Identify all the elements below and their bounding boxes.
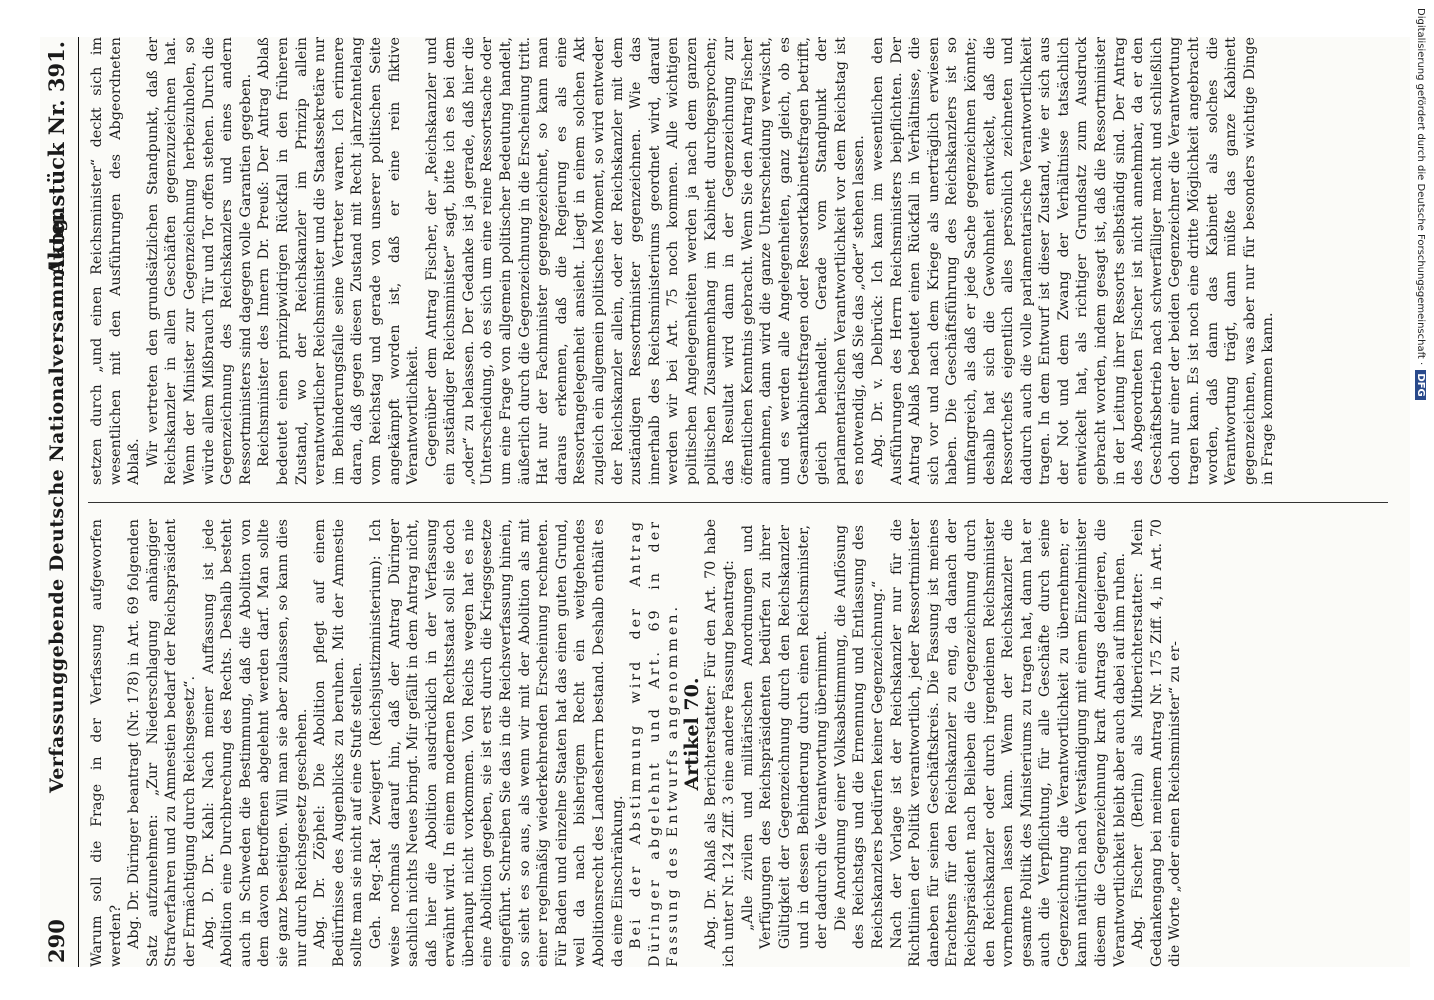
- credit-text: Digitalisierung gefördert durch die Deutsche Forschungsgemeinschaft ·: [1415, 8, 1426, 366]
- paragraph: Abg. Dr. Ablaß als Berichterstatter: Für den Art. 70 habe ich unter Nr. 124 Ziff. 3 eine andere Fassung beantragt:: [702, 519, 738, 967]
- left-column: [88, 519, 1400, 967]
- article-heading: Artikel 70.: [681, 677, 703, 791]
- right-column: [88, 37, 1400, 485]
- page-header: [40, 37, 79, 967]
- page-number: 290: [44, 919, 69, 963]
- page-title: Verfassunggebende Deutsche Nationalversammlung.: [46, 211, 68, 793]
- paragraph: setzen durch „und einen Reichsminister“ deckt sich im wesentlichen mit den Ausführungen des Abgeordneten Ablaß.: [89, 37, 143, 485]
- paragraph: Geh. Reg.-Rat Zweigert (Reichsjustizministerium): Ich weise nochmals darauf hin, daß der Antrag Düringer sachlich nichts Neues bringt. Mir gefällt in dem Antrag nicht, daß hier die Abolition ausdrücklich in der Verfassung erwähnt wird. In einem modernen Rechtsstaat soll sie doch überhaupt nicht vorkommen. Von Reichs wegen hat es nie eine Abolition gegeben, sie ist erst durch die Kriegsgesetze eingeführt. Schreiben Sie das in die Reichsverfassung hinein, so sieht es so aus, als wenn wir mit der Abolition als mit einer regelmäßig wiederkehrenden Erscheinung rechneten. Für Baden und einzelne Staaten hat das einen guten Grund, weil da nach bisherigem Recht ein weitgehendes Abolitionsrecht des Landesherrn bestand. Deshalb enthält es da eine Einschränkung.: [367, 519, 626, 967]
- column-divider: [88, 502, 1388, 503]
- paragraph: Wir vertreten den grundsätzlichen Standpunkt, daß der Reichskanzler in allen Geschäften gegenzuzeichnen hat. Wenn der Minister zur Gegenzeichnung herbeizuholen, so würde allem Mißbrauch Tür und Tor offen stehen. Durch die Gegenzeichnung des Reichskanzlers und eines andern Ressortministers sind dagegen volle Garantien gegeben.: [144, 37, 254, 485]
- paragraph: Gegenüber dem Antrag Fischer, der „Reichskanzler und ein zuständiger Reichsminister“ sagt, bitte ich es bei dem „oder“ zu belassen. Der Gedanke ist ja gerade, daß hier die Unterscheidung, ob es sich um eine reine Ressortsache oder um eine Frage von allgemein politischer Bedeutung handelt, äußerlich durch die Gegenzeichnung in die Erscheinung tritt. Hat nur der Fachminister gegengezeichnet, so kann man daraus erkennen, daß die Regierung es als eine Ressortangelegenheit ansieht. Liegt in einem solchen Akt zugleich ein allgemein politisches Moment, so wird entweder der Reichskanzler allein, oder der Reichskanzler mit dem zuständigen Ressortminister gegenzeichnen. Wie das innerhalb des Reichsministeriums geordnet wird, darauf werden wir bei Art. 75 noch kommen. Alle wichtigen politischen Angelegenheiten werden ja nach dem ganzen politischen Zusammenhang im Kabinett durchgesprochen; das Resultat wird dann in der Gegenzeichnung zur öffentlichen Kenntnis gebracht. Wenn Sie den Antrag Fischer annehmen, dann wird die ganze Unterscheidung verwischt, und es werden alle Angelegenheiten, ganz gleich, ob es Gesamtkabinettsfragen oder Ressortkabinettsfragen betrifft, gleich behandelt. Gerade vom Standpunkt der parlamentarischen Verantwortlichkeit vor dem Reichstag ist es notwendig, daß Sie das „oder“ stehen lassen.: [423, 37, 868, 485]
- paragraph: Nach der Vorlage ist der Reichskanzler nur für die Richtlinien der Politik verantwortlich, jeder Ressortminister daneben für seinen Geschäftskreis. Die Fassung ist meines Erachtens für den Reichskanzler zu eng, da danach der Reichspräsident nach Belieben die Gegenzeichnung durch den Reichskanzler oder durch irgendeinen Reichsminister vornehmen lassen kann. Wenn der Reichskanzler die gesamte Politik des Ministeriums zu tragen hat, dann hat er auch die Verpflichtung, für alle Geschäfte durch seine Gegenzeichnung die Verantwortlichkeit zu übernehmen; er kann natürlich nach Verständigung mit einem Einzelminister diesem die Gegenzeichnung kraft Antrags delegieren, die Verantwortlichkeit bleibt aber auch dabei auf ihm ruhen.: [888, 519, 1128, 967]
- dfg-logo: DFG: [1415, 370, 1426, 399]
- paragraph: Abg. D. Dr. Kahl: Nach meiner Auffassung ist jede Abolition eine Durchbrechung des Rechts. Deshalb besteht auch in Schweden die Bestimmung, daß die Abolition von dem davon Betroffenen abgelehnt werden darf. Man sollte sie ganz beseitigen. Will man sie aber zulassen, so kann dies nur durch Reichsgesetz geschehen.: [200, 519, 310, 967]
- paragraph: Abg. Dr. Düringer beantragt (Nr. 178) in Art. 69 folgenden Satz aufzunehmen: „Zur Niederschlagung anhängiger Strafverfahren und zu Amnestien bedarf der Reichspräsident der Ermächtigung durch Reichsgesetz“.: [126, 519, 198, 967]
- paragraph: Abg. Dr. Zöphel: Die Abolition pflegt auf einem Bedürfnisse des Augenblicks zu beruhen. Mit der Amnestie sollte man sie nicht auf eine Stufe stellen.: [312, 519, 366, 967]
- scanned-page: [40, 37, 1410, 967]
- paragraph: Abg. Dr. v. Delbrück: Ich kann im wesentlichen den Ausführungen des Herrn Reichsministers beipflichten. Der Antrag Ablaß bedeutet einen Rückfall in Verhältnisse, die sich vor und nach dem Kriege als unerträglich erwiesen haben. Die Geschäftsführung des Reichskanzlers ist so umfangreich, als daß er jede Sache gegenzeichnen könnte; deshalb hat sich die Gewohnheit entwickelt, daß die Ressortchefs eigentlich alles persönlich zeichneten und dadurch auch die volle parlamentarische Verantwortlichkeit tragen. In dem Entwurf ist dieser Zustand, wie er sich aus der Not und dem Zwang der Verhältnisse tatsächlich entwickelt hat, als richtiger Grundsatz zum Ausdruck gebracht worden, indem gesagt ist, daß die Ressortminister in der Leitung ihrer Ressorts selbständig sind. Der Antrag des Abgeordneten Fischer ist nicht annehmbar, da er den Geschäftsbetrieb nach schwerfälliger macht und schließlich doch nur einer der beiden Gegenzeichner die Verantwortung tragen kann. Es ist noch eine dritte Möglichkeit angebracht worden, daß dann das Kabinett als solches die Verantwortung trägt, dann müßte das ganze Kabinett gegenzeichnen, was aber nur für besonders wichtige Dinge in Frage kommen kann.: [869, 37, 1277, 485]
- paragraph: Warum soll die Frage in der Verfassung aufgeworfen werden?: [89, 519, 124, 967]
- paragraph: Abg. Fischer (Berlin) als Mitberichterstatter: Mein Gedankengang bei meinem Antrag Nr. 175 Ziff. 4, in Art. 70 die Worte „oder einen Reichsminister“ zu er-: [1130, 519, 1184, 967]
- document-number: Aktenstück Nr. 391.: [44, 41, 69, 276]
- paragraph: Reichsminister des Innern Dr. Preuß: Der Antrag Ablaß bedeutet einen prinzipwidrigen Rückfall in den früheren Zustand, wo der Reichskanzler im Prinzip allein verantwortlicher Reichsminister und die Staatssekretäre nur im Behinderungsfalle seine Vertreter waren. Ich erinnere daran, daß gegen diesen Zustand mit Recht jahrzehntelang vom Reichstag und gerade von unserer politischen Seite angekämpft worden ist, daß er eine rein fiktive Verantwortlichkeit.: [256, 37, 422, 485]
- quoted-proposal: Die Anordnung einer Volksabstimmung, die Auflösung des Reichstags und die Ernennung und Entlassung des Reichskanzlers bedürfen keiner Gegenzeichnung.“: [832, 525, 886, 949]
- digitization-credit: [1413, 8, 1431, 998]
- quoted-proposal: „Alle zivilen und militärischen Anordnungen und Verfügungen des Reichspräsidenten bedürfen zu ihrer Gültigkeit der Gegenzeichnung durch den Reichskanzler und in dessen Behinderung durch einen Reichsminister, der dadurch die Verantwortung übernimmt.: [739, 525, 831, 949]
- vote-result: Bei der Abstimmung wird der Antrag Düringer abgelehnt und Art. 69 in der Fassung des Entwurfs angenommen.: [628, 519, 682, 967]
